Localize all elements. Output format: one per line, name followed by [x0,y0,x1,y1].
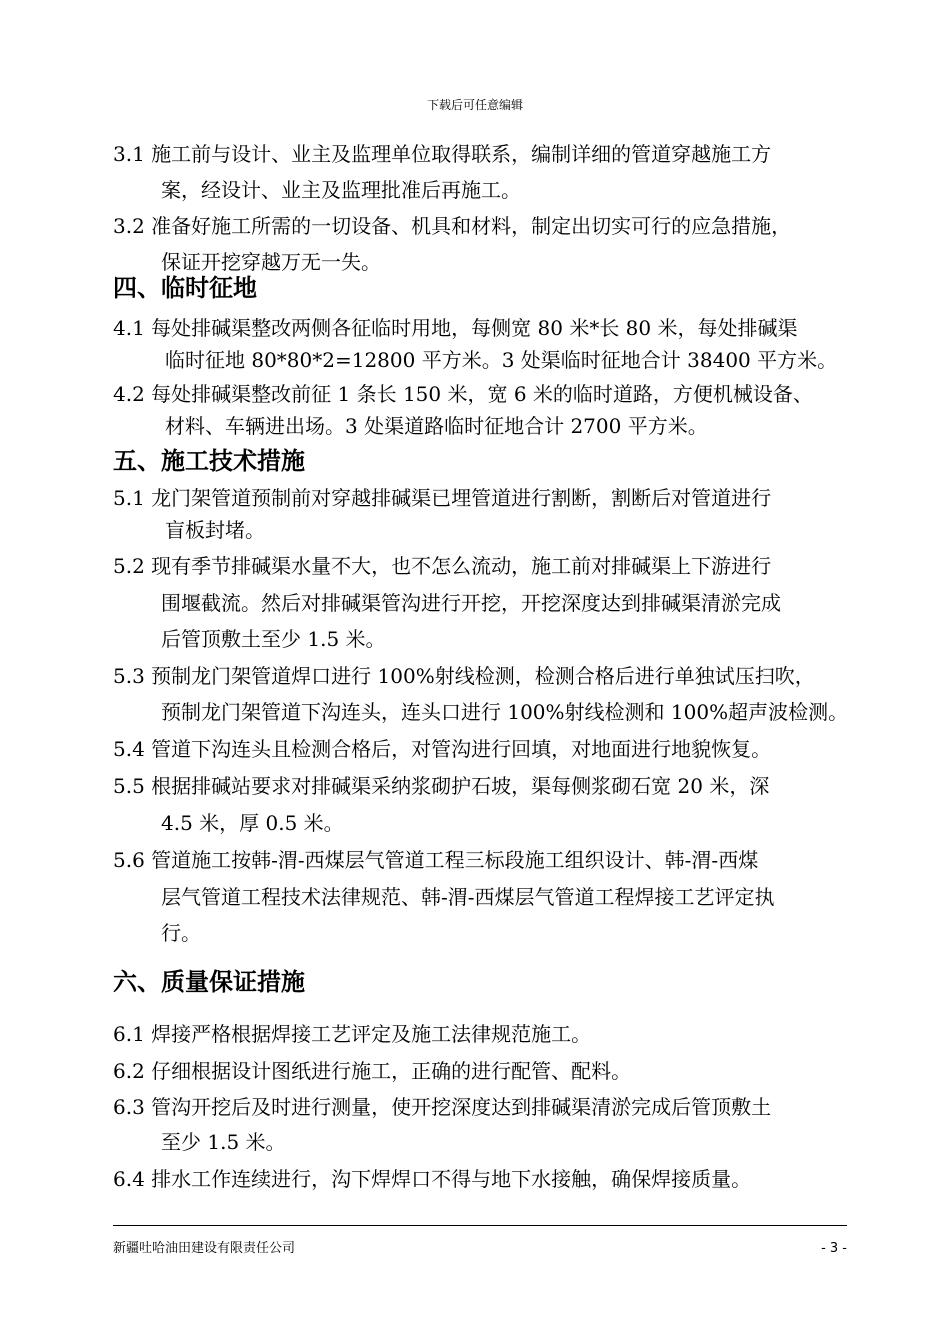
paragraph-6-3-line-2: 至少 1.5 米。 [161,1130,286,1154]
section-heading-6: 六、质量保证措施 [113,968,305,996]
paragraph-3-1-line-2: 案，经设计、业主及监理批准后再施工。 [161,178,521,202]
paragraph-3-1-line-1: 3.1 施工前与设计、业主及监理单位取得联系，编制详细的管道穿越施工方 [113,142,772,166]
paragraph-5-2-line-1: 5.2 现有季节排碱渠水量不大，也不怎么流动，施工前对排碱渠上下游进行 [113,554,772,578]
paragraph-5-2-line-3: 后管顶敷土至少 1.5 米。 [161,627,386,651]
footer-company: 新疆吐哈油田建设有限责任公司 [113,1241,296,1256]
paragraph-3-2-line-2: 保证开挖穿越万无一失。 [161,250,381,274]
paragraph-5-1-line-1: 5.1 龙门架管道预制前对穿越排碱渠已埋管道进行割断，割断后对管道进行 [113,486,772,510]
paragraph-6-3-line-1: 6.3 管沟开挖后及时进行测量，使开挖深度达到排碱渠清淤完成后管顶敷土 [113,1095,772,1119]
paragraph-4-1-line-1: 4.1 每处排碱渠整改两侧各征临时用地，每侧宽 80 米*长 80 米，每处排碱渠 [113,316,798,340]
paragraph-5-3-line-2: 预制龙门架管道下沟连头，连头口进行 100%射线检测和 100%超声波检测。 [161,700,849,724]
paragraph-6-4: 6.4 排水工作连续进行，沟下焊焊口不得与地下水接触，确保焊接质量。 [113,1167,752,1191]
section-heading-5: 五、施工技术措施 [113,447,305,475]
paragraph-3-2-line-1: 3.2 准备好施工所需的一切设备、机具和材料，制定出切实可行的应急措施， [113,214,792,238]
paragraph-4-2-line-2: 材料、车辆进出场。3 处渠道路临时征地合计 2700 平方米。 [165,414,708,438]
paragraph-4-2-line-1: 4.2 每处排碱渠整改前征 1 条长 150 米，宽 6 米的临时道路，方便机械设备、 [113,382,813,406]
paragraph-6-1: 6.1 焊接严格根据焊接工艺评定及施工法律规范施工。 [113,1022,592,1046]
paragraph-5-6-line-1: 5.6 管道施工按韩-渭-西煤层气管道工程三标段施工组织设计、韩-渭-西煤 [113,848,759,872]
section-heading-4: 四、临时征地 [113,274,257,302]
footer-divider [113,1225,847,1226]
paragraph-5-4: 5.4 管道下沟连头且检测合格后，对管沟进行回填，对地面进行地貌恢复。 [113,737,772,761]
paragraph-5-6-line-3: 行。 [161,921,201,945]
paragraph-4-1-line-2: 临时征地 80*80*2=12800 平方米。3 处渠临时征地合计 38400 平方米。 [165,348,838,372]
page-header: 下载后可任意编辑 [426,98,523,112]
paragraph-5-1-line-2: 盲板封堵。 [165,518,265,542]
paragraph-6-2: 6.2 仔细根据设计图纸进行施工，正确的进行配管、配料。 [113,1059,632,1083]
page-number: - 3 - [821,1241,847,1256]
paragraph-5-6-line-2: 层气管道工程技术法律规范、韩-渭-西煤层气管道工程焊接工艺评定执 [161,885,775,909]
paragraph-5-2-line-2: 围堰截流。然后对排碱渠管沟进行开挖，开挖深度达到排碱渠清淤完成 [161,591,781,615]
paragraph-5-5-line-1: 5.5 根据排碱站要求对排碱渠采纳浆砌护石坡，渠每侧浆砌石宽 20 米，深 [113,774,770,798]
paragraph-5-3-line-1: 5.3 预制龙门架管道焊口进行 100%射线检测，检测合格后进行单独试压扫吹， [113,664,815,688]
paragraph-5-5-line-2: 4.5 米，厚 0.5 米。 [161,811,344,835]
